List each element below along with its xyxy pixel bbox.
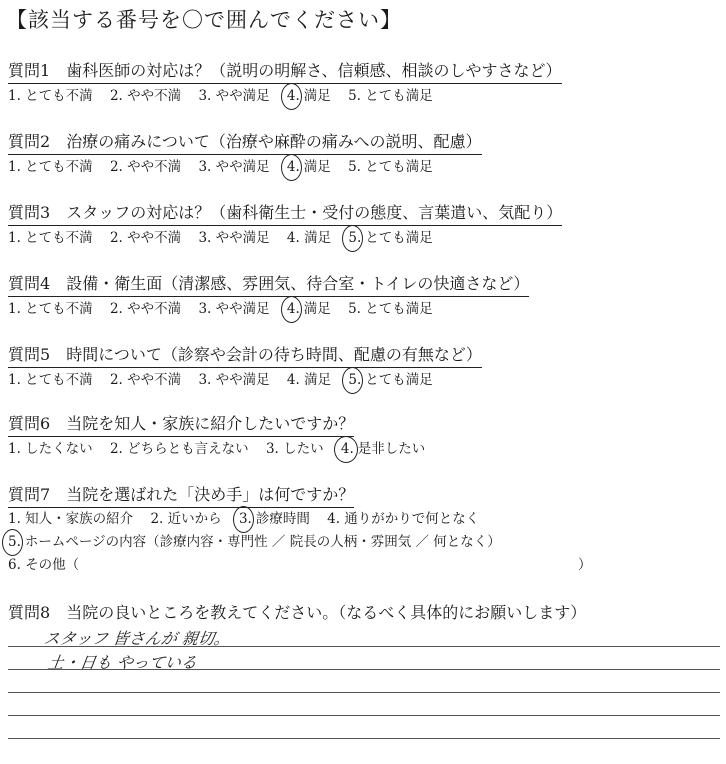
question-title: 治療の痛みについて（治療や麻酔の痛みへの説明、配慮） (66, 132, 482, 151)
options (8, 227, 720, 249)
question-4 (8, 273, 720, 320)
question-title: 当院の良いところを教えてください。（なるべく具体的にお願いします） (66, 603, 587, 622)
option-5-circled[interactable]: 5. とても満足 (348, 230, 433, 246)
form-header: 【該当する番号を〇で囲んでください】 (6, 8, 402, 32)
option-3[interactable]: 3. やや満足 (198, 230, 270, 246)
option-4[interactable]: 4. 満足 (286, 230, 332, 246)
option-1[interactable]: 1. とても不満 (8, 230, 93, 246)
question-title: 当院を選ばれた「決め手」は何ですか？ (66, 485, 355, 504)
question-number: 質問3 (8, 203, 51, 222)
question-number: 質問8 (8, 603, 51, 622)
option-3[interactable]: 3. やや満足 (198, 159, 270, 175)
options (8, 438, 720, 460)
question-title: 時間について（診察や会計の待ち時間、配慮の有無など） (66, 345, 482, 364)
option-1[interactable]: 1. 知人・家族の紹介 (8, 511, 134, 527)
question-7 (8, 484, 720, 577)
option-2[interactable]: 2. やや不満 (109, 88, 182, 104)
option-3[interactable]: 3. やや満足 (198, 88, 270, 104)
question-number: 質問2 (8, 132, 51, 151)
option-5[interactable]: 5. とても満足 (348, 301, 433, 317)
option-4-circled[interactable]: 4. 満足 (286, 159, 331, 175)
options-row-1 (8, 508, 720, 531)
options-row-3 (8, 554, 720, 577)
option-2[interactable]: 2. やや不満 (109, 230, 182, 246)
option-4[interactable]: 4. 満足 (286, 372, 332, 388)
option-3[interactable]: 3. したい (265, 441, 324, 457)
option-2[interactable]: 2. どちらとも言えない (109, 441, 249, 457)
question-title: 設備・衛生面（清潔感、雰囲気、待合室・トイレの快適さなど） (66, 274, 530, 293)
question-8 (8, 602, 720, 624)
answer-lines[interactable] (8, 624, 720, 739)
option-3-circled[interactable]: 3. 診療時間 (238, 511, 310, 527)
answer-line[interactable] (8, 624, 720, 647)
option-4-circled[interactable]: 4. 満足 (286, 301, 331, 317)
handwritten-answer-2: 土・日も やっている (46, 653, 199, 672)
option-5[interactable]: 5. とても満足 (348, 88, 433, 104)
question-number: 質問1 (8, 61, 51, 80)
options (8, 298, 720, 320)
question-number: 質問7 (8, 485, 51, 504)
option-2[interactable]: 2. やや不満 (109, 159, 182, 175)
options (8, 85, 720, 107)
option-2[interactable]: 2. やや不満 (109, 301, 182, 317)
question-title: スタッフの対応は？（歯科衛生士・受付の態度、言葉遣い、気配り） (66, 203, 563, 222)
option-5-circled[interactable]: 5. ホームページの内容（診療内容・専門性 ／ 院長の人柄・雰囲気 ／ 何となく） (8, 534, 501, 550)
option-6-other[interactable]: 6. その他（ (8, 557, 80, 573)
option-1[interactable]: 1. とても不満 (8, 159, 93, 175)
option-2[interactable]: 2. 近いから (150, 511, 222, 527)
option-1[interactable]: 1. したくない (8, 441, 93, 457)
answer-line[interactable] (8, 647, 720, 670)
option-5[interactable]: 5. とても満足 (348, 159, 433, 175)
question-3 (8, 202, 720, 249)
option-3[interactable]: 3. やや満足 (198, 372, 270, 388)
question-title: 当院を知人・家族に紹介したいですか？ (66, 414, 355, 433)
question-number: 質問4 (8, 274, 51, 293)
question-title: 歯科医師の対応は？（説明の明解さ、信頼感、相談のしやすさなど） (66, 61, 562, 80)
question-6 (8, 413, 720, 460)
options (8, 156, 720, 178)
option-1[interactable]: 1. とても不満 (8, 372, 93, 388)
options-row-2 (8, 531, 720, 554)
question-5 (8, 344, 720, 391)
option-4-circled[interactable]: 4. 是非したい (340, 441, 426, 457)
option-1[interactable]: 1. とても不満 (8, 301, 93, 317)
other-close-paren: ） (578, 557, 592, 573)
question-2 (8, 131, 720, 178)
option-3[interactable]: 3. やや満足 (198, 301, 270, 317)
option-4-circled[interactable]: 4. 満足 (286, 88, 331, 104)
options (8, 369, 720, 391)
answer-line[interactable] (8, 716, 720, 739)
option-4[interactable]: 4. 通りがかりで何となく (327, 511, 480, 527)
answer-line[interactable] (8, 670, 720, 693)
option-5-circled[interactable]: 5. とても満足 (348, 372, 433, 388)
handwritten-answer-1: スタッフ 皆さんが 親切。 (42, 629, 232, 648)
question-number: 質問6 (8, 414, 51, 433)
question-number: 質問5 (8, 345, 51, 364)
option-1[interactable]: 1. とても不満 (8, 88, 93, 104)
option-2[interactable]: 2. やや不満 (109, 372, 182, 388)
question-1 (8, 60, 720, 107)
answer-line[interactable] (8, 693, 720, 716)
